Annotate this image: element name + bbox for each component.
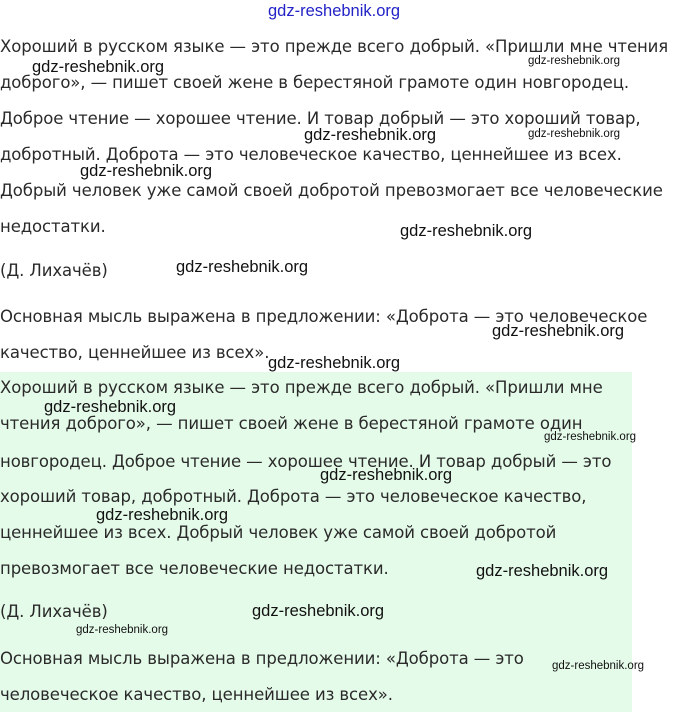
watermark: gdz-reshebnik.org (304, 126, 437, 144)
text-line: добротный. Доброта — это человеческое качество, ценнейшее из всех. (0, 145, 622, 164)
watermark: gdz-reshebnik.org (492, 322, 625, 340)
text-line: недостатки. (0, 217, 106, 236)
watermark: gdz-reshebnik.org (252, 602, 385, 620)
answer-conclusion-line: Основная мысль выражена в предложении: «Доброта — это (0, 649, 524, 668)
author-attribution: (Д. Лихачёв) (0, 261, 108, 280)
answer-text-line: ценнейшее из всех. Добрый человек уже самой своей добротой (0, 523, 557, 542)
watermark: gdz-reshebnik.org (76, 624, 169, 636)
watermark: gdz-reshebnik.org (476, 562, 609, 580)
answer-text-line: Хороший в русском языке — это прежде всего добрый. «Пришли мне (0, 378, 603, 397)
header-watermark[interactable]: gdz-reshebnik.org (268, 2, 401, 20)
watermark: gdz-reshebnik.org (32, 58, 165, 76)
answer-text-line: превозмогает все человеческие недостатки. (0, 559, 389, 578)
watermark: gdz-reshebnik.org (528, 55, 621, 67)
watermark: gdz-reshebnik.org (320, 466, 453, 484)
watermark: gdz-reshebnik.org (44, 398, 177, 416)
watermark: gdz-reshebnik.org (400, 222, 533, 240)
watermark: gdz-reshebnik.org (544, 431, 637, 443)
answer-text-line: хороший товар, добротный. Доброта — это человеческое качество, (0, 487, 587, 506)
watermark: gdz-reshebnik.org (268, 354, 401, 372)
text-line: доброго», — пишет своей жене в берестяной грамоте один новгородец. (0, 73, 629, 92)
watermark: gdz-reshebnik.org (528, 128, 621, 140)
text-line: Добрый человек уже самой своей добротой превозмогает все человеческие (0, 181, 663, 200)
answer-text-line: чтения доброго», — пишет своей жене в берестяной грамоте один (0, 414, 583, 433)
watermark: gdz-reshebnik.org (552, 660, 645, 672)
answer-conclusion-line: человеческое качество, ценнейшее из всех». (0, 685, 393, 704)
conclusion-line: Основная мысль выражена в предложении: «Доброта — это человеческое (0, 307, 648, 326)
answer-author-attribution: (Д. Лихачёв) (0, 602, 108, 621)
watermark: gdz-reshebnik.org (176, 258, 309, 276)
text-line: Хороший в русском языке — это прежде всего добрый. «Пришли мне чтения (0, 37, 669, 56)
answer-text-line: новгородец. Доброе чтение — хорошее чтение. И товар добрый — это (0, 452, 612, 471)
watermark: gdz-reshebnik.org (80, 162, 213, 180)
text-line: Доброе чтение — хорошее чтение. И товар добрый — это хороший товар, (0, 109, 641, 128)
watermark: gdz-reshebnik.org (96, 506, 229, 524)
conclusion-line: качество, ценнейшее из всех». (0, 343, 270, 362)
